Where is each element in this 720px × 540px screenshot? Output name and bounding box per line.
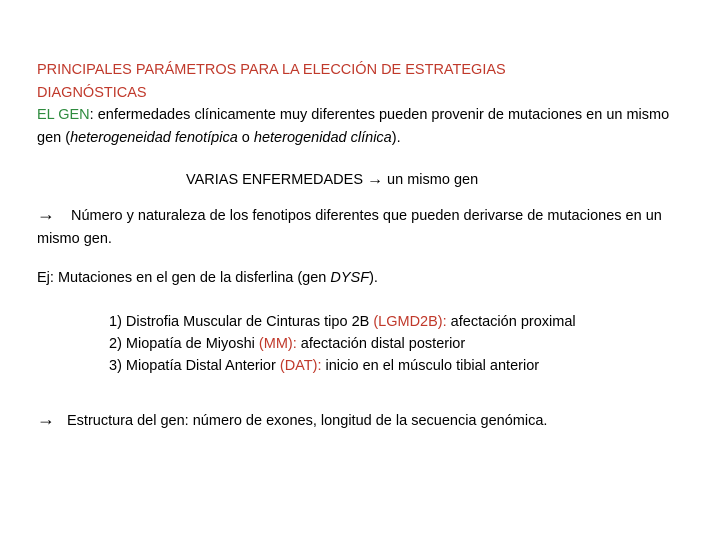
center-right: un mismo gen xyxy=(383,172,479,188)
disease-list xyxy=(109,311,576,377)
title-line-1: PRINCIPALES PARÁMETROS PARA LA ELECCIÓN DE ESTRATEGIAS xyxy=(37,62,506,78)
example-end: ). xyxy=(369,270,378,286)
list-item xyxy=(109,333,576,355)
list-item-detail: afectación proximal xyxy=(446,314,576,330)
list-item-text: 1) Distrofia Muscular de Cinturas tipo 2B xyxy=(109,314,374,330)
center-left: VARIAS ENFERMEDADES xyxy=(186,172,368,188)
list-item xyxy=(109,355,576,377)
arrow-right-icon: → xyxy=(37,204,55,224)
gen-text-c: ). xyxy=(391,130,401,146)
example-text: Ej: Mutaciones en el gen de la disferlina (gen xyxy=(37,270,331,286)
arrow-right-icon: → xyxy=(37,409,55,429)
gen-label: EL GEN xyxy=(37,107,90,123)
gen-text-a: : enfermedades clínicamente muy diferentes pueden provenir de mutaciones en un mismo gen ( xyxy=(37,107,670,146)
gen-text-b: o xyxy=(237,130,254,146)
slide-title xyxy=(37,59,506,105)
list-item-detail: inicio en el músculo tibial anterior xyxy=(321,358,540,374)
list-item-text: 3) Miopatía Distal Anterior xyxy=(109,358,280,374)
gen-italic-1: heterogeneidad fenotípica xyxy=(70,130,238,146)
list-item-detail: afectación distal posterior xyxy=(296,336,466,352)
list-item xyxy=(109,311,576,333)
example-paragraph xyxy=(37,267,378,290)
center-arrow-icon: → xyxy=(367,171,384,188)
list-item-abbr: (LGMD2B): xyxy=(373,314,447,330)
phenotype-paragraph xyxy=(37,203,687,251)
center-statement xyxy=(186,171,478,189)
gen-italic-2: heterogenidad clínica xyxy=(253,130,392,146)
title-line-2: DIAGNÓSTICAS xyxy=(37,85,147,101)
example-gene: DYSF xyxy=(330,270,370,286)
structure-paragraph xyxy=(37,408,547,433)
phenotype-text: Número y naturaleza de los fenotipos diferentes que pueden derivarse de mutaciones en un mismo gen. xyxy=(37,208,662,247)
structure-text: Estructura del gen: número de exones, longitud de la secuencia genómica. xyxy=(67,413,548,429)
list-item-abbr: (MM): xyxy=(258,336,297,352)
list-item-abbr: (DAT): xyxy=(279,358,322,374)
list-item-text: 2) Miopatía de Miyoshi xyxy=(109,336,259,352)
gen-paragraph xyxy=(37,104,677,150)
